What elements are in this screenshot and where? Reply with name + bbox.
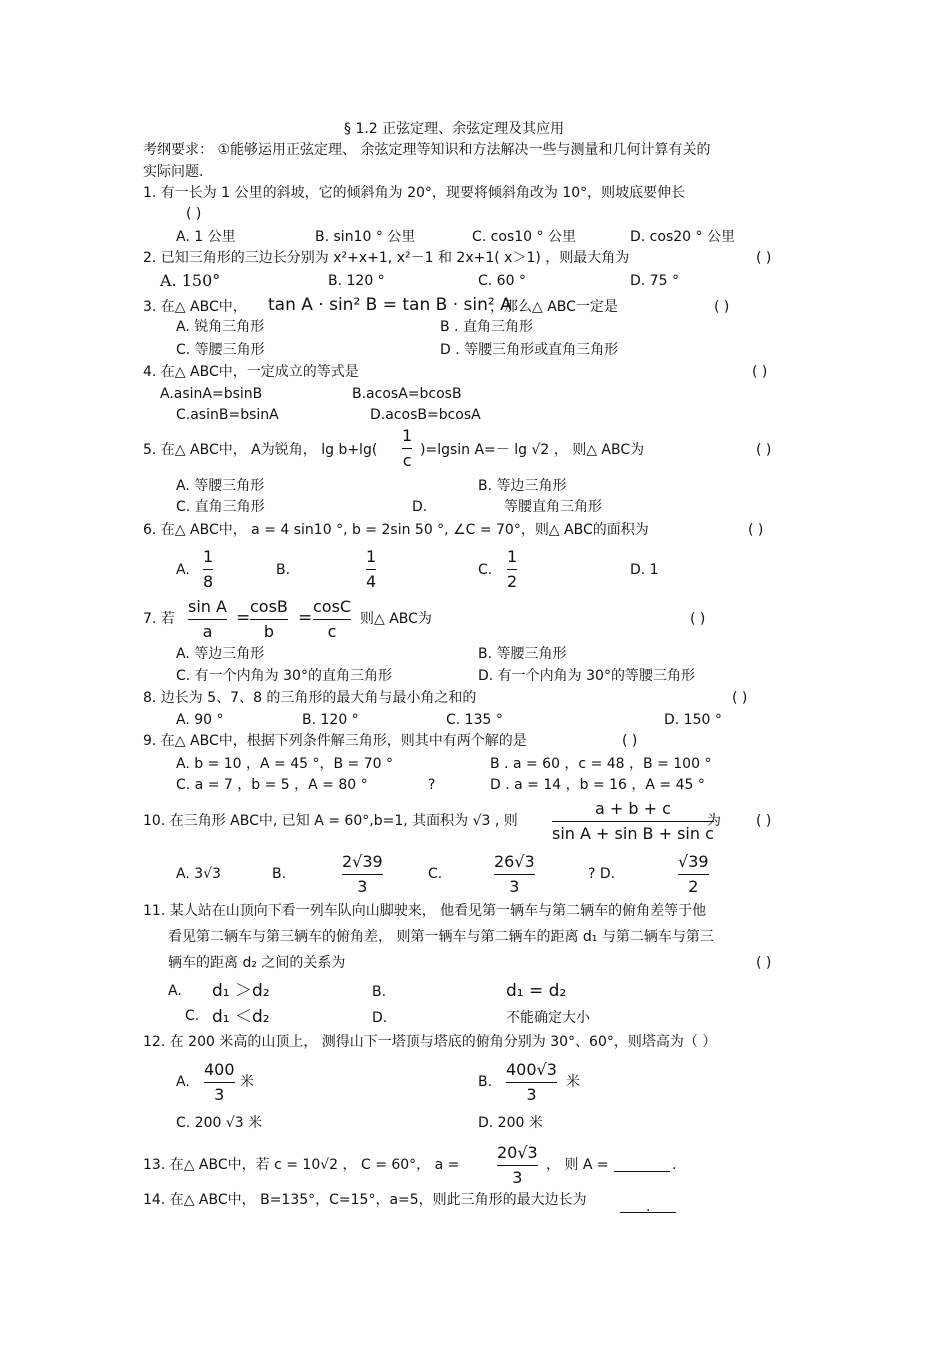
q6-option-a-label: A. [176,562,190,578]
q5-option-d: 等腰直角三角形 [504,499,602,515]
q7-fraction-2 [250,597,288,642]
q6-answer-paren: ( ) [748,522,764,538]
q5-fraction-numerator: 1 [402,426,413,445]
q10-option-b [342,852,383,897]
fraction-bar [678,874,709,875]
q7-answer-paren: ( ) [690,611,706,627]
q8-answer-paren: ( ) [732,690,748,706]
q9-answer-paren: ( ) [622,733,638,749]
denominator: 3 [214,1085,225,1104]
q11-option-d: 不能确定大小 [506,1010,590,1026]
q11-option-b: d₁ = d₂ [506,981,567,1001]
q9-stem: 9. 在△ ABC中，根据下列条件解三角形，则其中有两个解的是 [143,733,527,749]
q12-option-a [204,1060,235,1105]
q13-question: ， 则 A = [546,1157,609,1173]
fraction-bar [497,1165,538,1166]
q1-stem: 1. 有一长为 1 公里的斜坡，它的倾斜角为 20°，现要将倾斜角改为 10°，则坡底要伸长 [143,185,686,201]
q5-fraction [402,426,412,471]
denominator: sin A + sin B + sin c [552,824,714,843]
q6-option-c-label: C. [478,562,493,578]
q7-fraction-1 [188,597,227,642]
q8-option-a: A. 90 ° [176,712,224,728]
q11-line-3: 辆车的距离 d₂ 之间的关系为 [168,955,346,971]
q7-fraction-3 [313,597,351,642]
denominator: 2 [507,572,518,591]
q11-option-a: d₁ ＞d₂ [212,981,270,1001]
q7-option-d: D. 有一个内角为 30°的等腰三角形 [478,668,695,684]
denominator: 3 [512,1168,523,1187]
q3-answer-paren: ( ) [714,299,730,315]
q3-option-c: C. 等腰三角形 [176,342,265,358]
q10-option-c [494,852,535,897]
q2-option-b: B. 120 ° [328,273,385,289]
q3-equation: tan A · sin² B = tan B · sin² A [268,295,512,315]
q6-option-a [203,547,213,592]
fraction-bar [507,569,517,570]
q10-answer-paren: ( ) [756,813,772,829]
fraction-bar [188,619,227,620]
q5-fraction-denominator: c [402,451,412,470]
q5-answer-paren: ( ) [756,442,772,458]
q11-answer-paren: ( ) [756,955,772,971]
q13-stem: 13. 在△ ABC中，若 c = 10√2 ， C = 60°， a = [143,1157,460,1173]
q5-option-b: B. 等边三角形 [478,478,567,494]
q7-number: 7. 若 [143,611,175,627]
q6-option-b-label: B. [276,562,291,578]
q3-option-b: B . 直角三角形 [440,319,533,335]
q5-stem: 5. 在△ ABC中， A为锐角， lg b+lg( [143,442,378,458]
q1-option-c: C. cos10 ° 公里 [472,229,576,245]
q6-option-c [507,547,517,592]
q1-option-d: D. cos20 ° 公里 [630,229,735,245]
q7-option-a: A. 等边三角形 [176,646,265,662]
q10-option-b-label: B. [272,866,287,882]
fraction-bar [494,874,535,875]
fraction-bar [250,619,288,620]
q12-option-b-unit: 米 [566,1074,580,1090]
q13-fraction [497,1143,538,1188]
numerator: 2√39 [342,852,383,871]
numerator: √39 [678,852,709,871]
denominator: 2 [688,877,699,896]
q4-option-c: C.asinB=bsinA [176,407,279,423]
numerator: cosB [250,597,288,616]
q6-option-d: D. 1 [630,562,659,578]
q5-condition: )=lgsin A=－ lg √2 ， 则△ ABC为 [420,442,645,458]
numerator: 400√3 [506,1060,557,1079]
q12-option-c: C. 200 √3 米 [176,1115,263,1131]
q7-option-c: C. 有一个内角为 30°的直角三角形 [176,668,392,684]
equals-sign: = [236,608,251,628]
q5-option-d-label: D. [412,499,428,515]
numerator: 26√3 [494,852,535,871]
q9-option-c: C. a = 7 ，b = 5 ，A = 80 ° [176,777,368,793]
fraction-bar [552,821,714,822]
q11-option-c: d₁ ＜d₂ [212,1007,270,1027]
numerator: a + b + c [594,799,671,818]
q9-option-d: D . a = 14 ，b = 16 ，A = 45 ° [490,777,705,793]
denominator: c [327,622,337,641]
q1-option-b: B. sin10 ° 公里 [315,229,416,245]
denominator: 8 [203,572,214,591]
q5-option-a: A. 等腰三角形 [176,478,265,494]
numerator: 20√3 [497,1143,538,1162]
q12-option-a-unit: 米 [240,1074,254,1090]
denominator: 3 [509,877,520,896]
q3-number: 3. 在△ ABC中， [143,299,247,315]
q12-option-b [506,1060,557,1105]
q2-option-a: A. 150° [160,271,221,290]
q10-option-d-label: ? D. [588,866,616,882]
q3-option-d: D . 等腰三角形或直角三角形 [440,342,619,358]
q4-stem: 4. 在△ ABC中，一定成立的等式是 [143,364,359,380]
q10-option-a: A. 3√3 [176,866,221,882]
q11-line-1: 11. 某人站在山顶向下看一列车队向山脚驶来， 他看见第一辆车与第二辆车的俯角差等于他 [143,903,707,919]
q4-option-a: A.asinA=bsinB [160,386,263,402]
q3-option-a: A. 锐角三角形 [176,319,265,335]
q11-line-2: 看见第二辆车与第三辆车的俯角差， 则第一辆车与第二辆车的距离 d₁ 与第二辆车与第三 [168,929,714,945]
numerator: 1 [507,547,518,566]
q1-option-a: A. 1 公里 [176,229,236,245]
fraction-bar [506,1082,557,1083]
fraction-bar [342,874,383,875]
q10-option-d [678,852,709,897]
q4-option-d: D.acosB=bcosA [370,407,481,423]
q3-question: ，那么△ ABC一定是 [490,299,618,315]
numerator: 1 [203,547,214,566]
q9-stray-mark: ? [428,777,436,793]
q11-option-c-label: C. [185,1008,200,1024]
fraction-bar [402,448,412,449]
denominator: 3 [357,877,368,896]
q4-option-b: B.acosA=bcosB [352,386,462,402]
q11-option-a-label: A. [168,983,182,999]
q9-option-b: B . a = 60 ，c = 48 ，B = 100 ° [490,756,712,772]
q6-stem: 6. 在△ ABC中， a = 4 sin10 °, b = 2sin 50 °, ∠C = 70°，则△ ABC的面积为 [143,522,649,538]
q11-option-b-label: B. [372,984,387,1000]
q13-period: . [672,1157,677,1173]
denominator: a [202,622,213,641]
fraction-bar [203,569,213,570]
requirement-line-1: 考纲要求： ①能够运用正弦定理、 余弦定理等知识和方法解决一些与测量和几何计算有关的 [143,142,711,158]
q8-option-d: D. 150 ° [664,712,722,728]
numerator: 400 [204,1060,235,1079]
q12-option-a-label: A. [176,1074,190,1090]
q1-answer-paren: ( ) [186,206,202,222]
q12-stem: 12. 在 200 米高的山顶上， 测得山下一塔顶与塔底的俯角分别为 30°、60°，则塔高为（ ） [143,1034,717,1050]
q7-option-b: B. 等腰三角形 [478,646,567,662]
numerator: cosC [313,597,352,616]
numerator: sin A [188,597,227,616]
q2-answer-paren: ( ) [756,250,772,266]
q10-fraction [552,799,714,844]
fraction-bar [204,1082,235,1083]
q12-option-b-label: B. [478,1074,493,1090]
q9-option-a: A. b = 10 ，A = 45 °，B = 70 ° [176,756,393,772]
numerator: 1 [366,547,377,566]
q11-option-d-label: D. [372,1010,388,1026]
denominator: 4 [366,572,377,591]
fraction-bar [366,569,376,570]
q14-stem: 14. 在△ ABC中， B=135°，C=15°，a=5，则此三角形的最大边长为 [143,1192,587,1208]
denominator: b [263,622,275,641]
q2-option-c: C. 60 ° [478,273,526,289]
q10-option-c-label: C. [428,866,443,882]
fraction-bar [313,619,351,620]
q5-option-c: C. 直角三角形 [176,499,265,515]
q4-answer-paren: ( ) [752,364,768,380]
q13-answer-blank[interactable] [614,1171,670,1172]
q8-option-b: B. 120 ° [302,712,359,728]
page-title: § 1.2 正弦定理、余弦定理及其应用 [344,121,565,137]
q7-question: 则△ ABC为 [360,611,432,627]
q6-option-b [366,547,376,592]
requirement-line-2: 实际问题. [143,164,204,180]
q10-stem: 10. 在三角形 ABC中, 已知 A = 60°,b=1, 其面积为 √3 , 则 [143,813,518,829]
q12-option-d: D. 200 米 [478,1115,543,1131]
denominator: 3 [526,1085,537,1104]
q10-question: 为 [707,813,721,829]
q2-option-d: D. 75 ° [630,273,679,289]
q14-period: . [646,1199,651,1215]
q8-stem: 8. 边长为 5、7、8 的三角形的最大角与最小角之和的 [143,690,477,706]
q2-stem: 2. 已知三角形的三边长分别为 x²+x+1, x²－1 和 2x+1( x＞1) ，则最大角为 [143,250,630,266]
q8-option-c: C. 135 ° [446,712,503,728]
equals-sign: = [298,608,313,628]
